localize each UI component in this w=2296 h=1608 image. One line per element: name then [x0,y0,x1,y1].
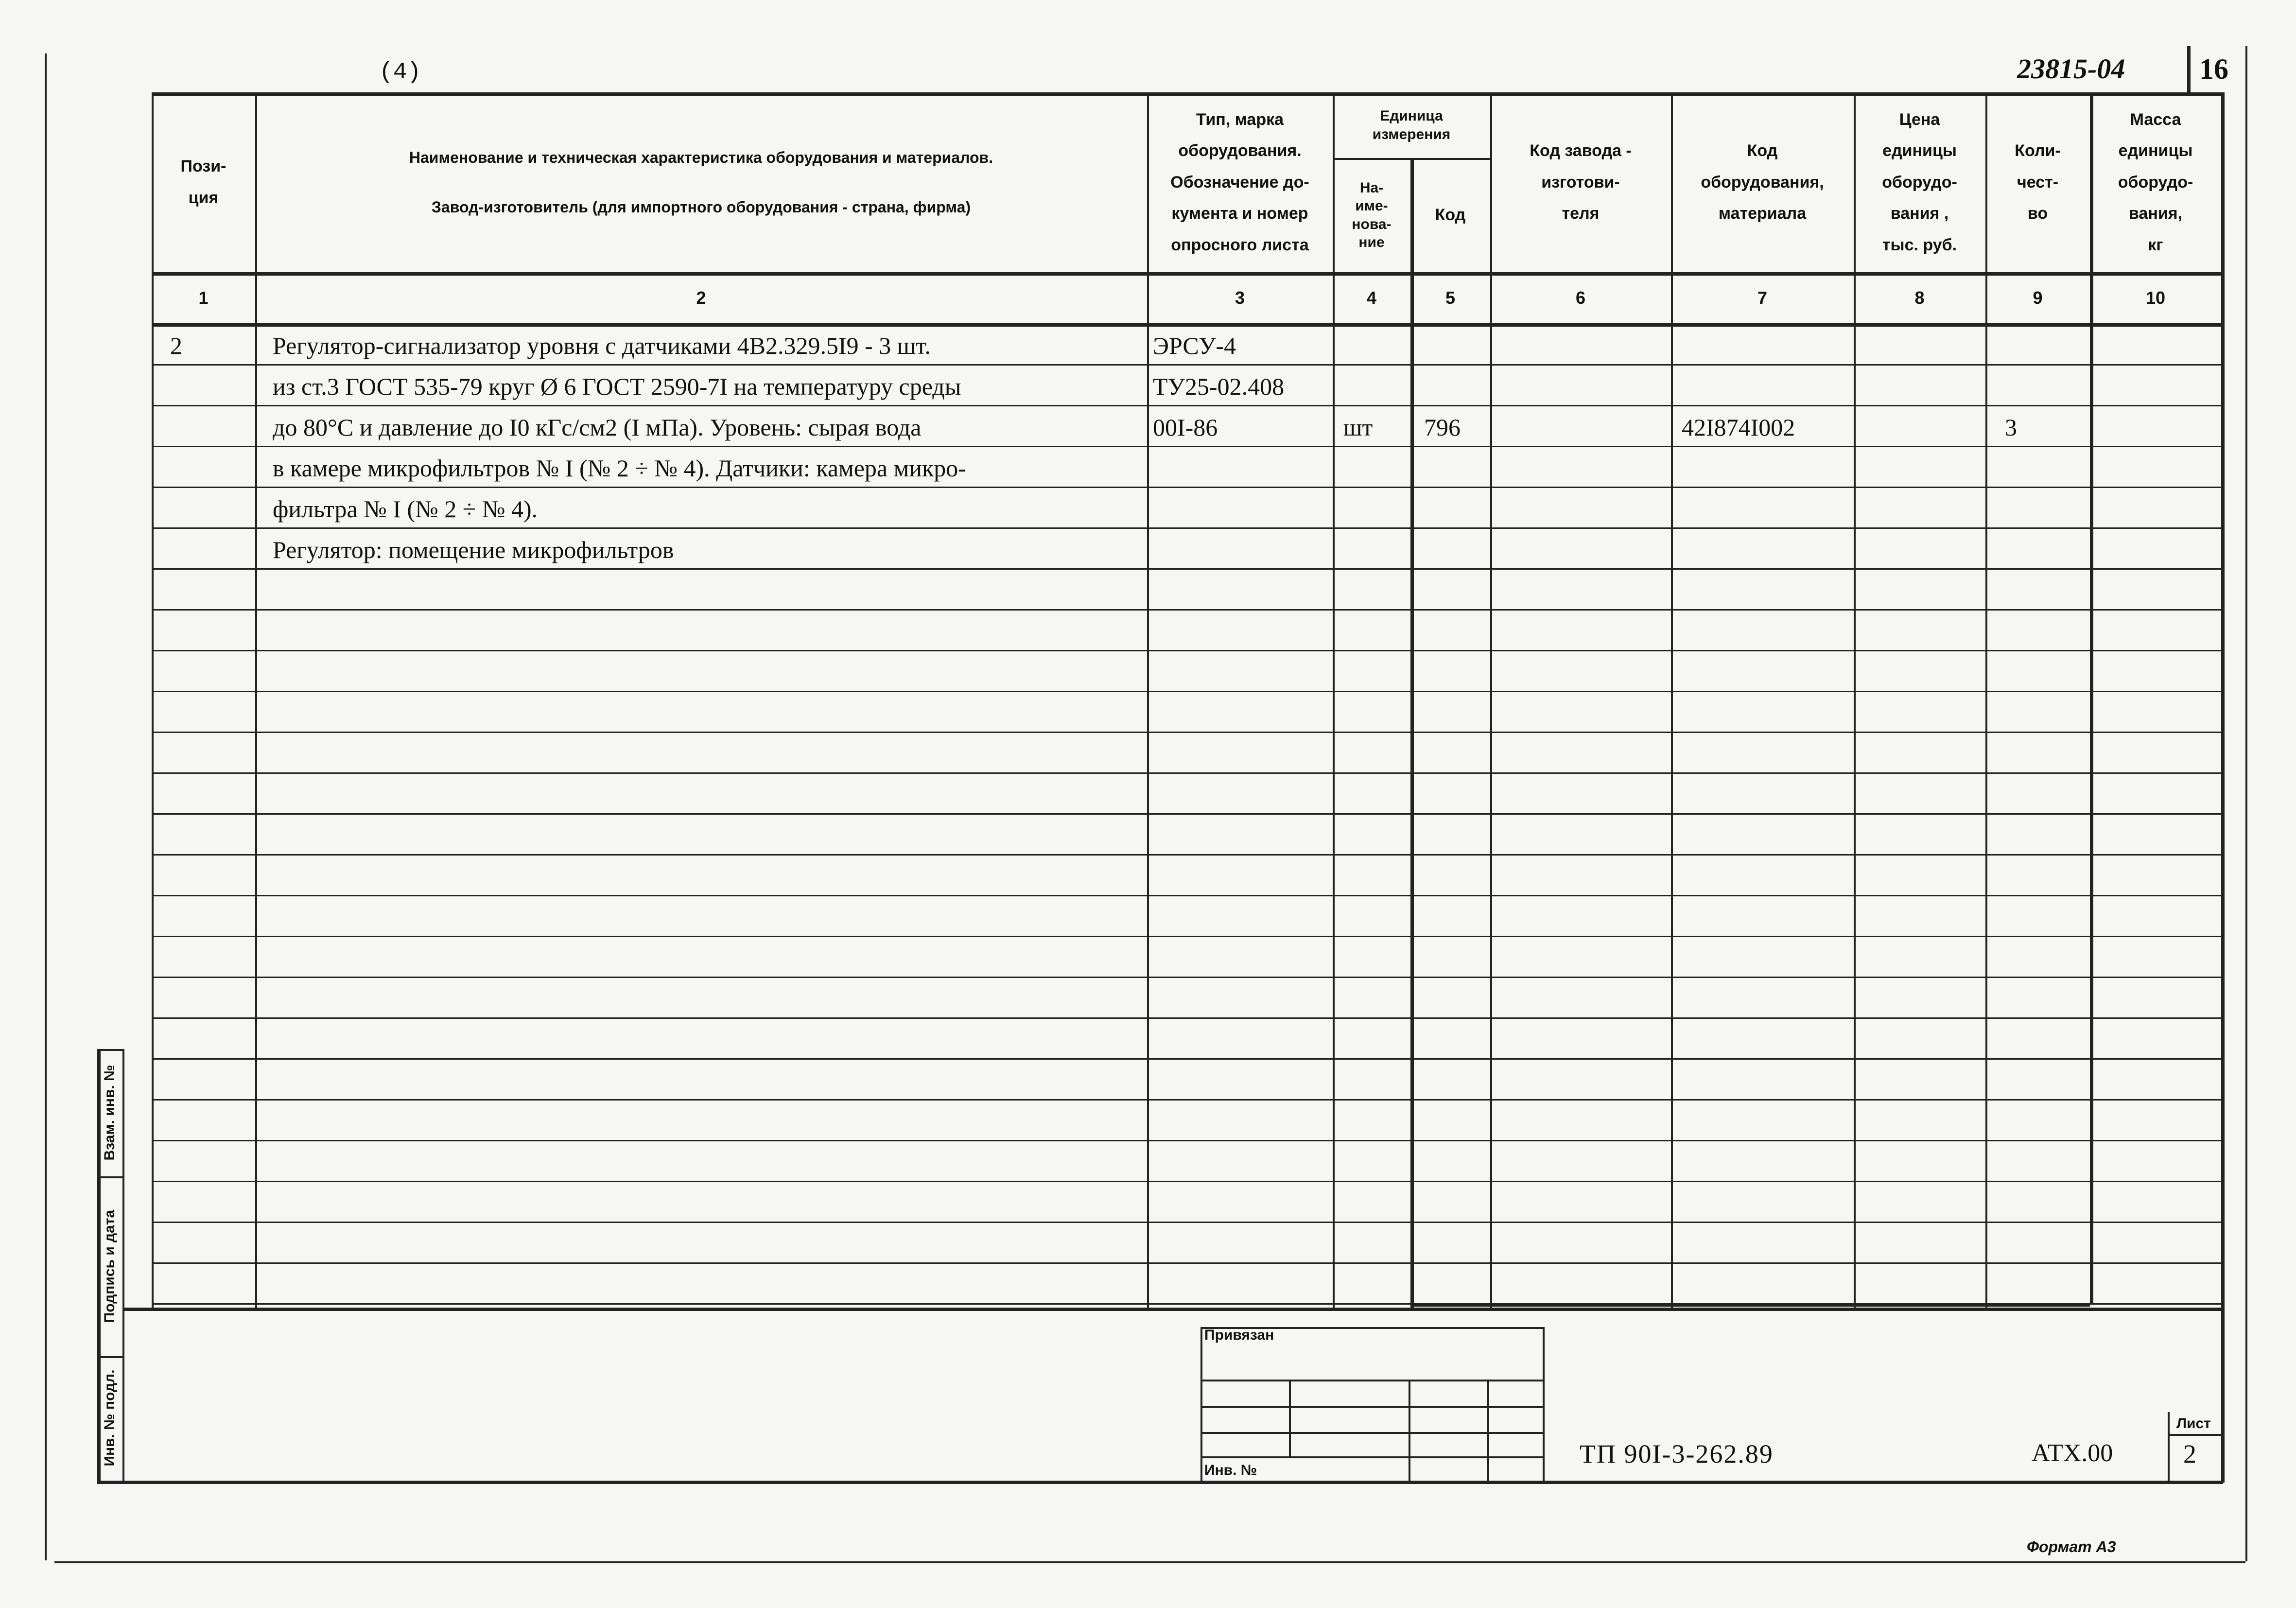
cell-unit [1343,529,1410,570]
side-stamp-inv-orig: Инв. № подл. [102,1369,118,1467]
column-number-8: 8 [1914,287,1925,308]
row-line-16 [152,977,2221,978]
cell-name: в камере микрофильтров № I (№ 2 ÷ № 4). Датчики: камера микро- [273,454,966,482]
row-line-7 [152,609,2221,611]
header-col-10: Масса единицы оборудо- вания, кг [2118,110,2193,254]
column-number-10: 10 [2145,287,2166,308]
row-line-9 [152,691,2221,692]
cell-factory [1500,448,1671,489]
header-col-8: Цена единицы оборудо- вания , тыс. руб. [1882,110,1957,254]
cell-price [1863,407,1985,448]
cell-price [1863,529,1985,570]
stamp-vdiv-1 [1289,1380,1291,1456]
cell-qty [2005,325,2090,366]
cell-name: Регулятор-сигнализатор уровня с датчиками 4В2.329.5I9 - 3 шт. [273,332,931,359]
side-stamp-signature-date: Подпись и дата [102,1209,118,1323]
header-col-5: Код [1435,206,1466,225]
stamp-right [1543,1327,1545,1481]
row-line-20 [152,1140,2221,1141]
stamp-line-2 [1200,1406,1543,1408]
column-number-1: 1 [198,287,209,308]
cell-code [1424,489,1490,529]
privyazan-label: Привязан [1204,1327,1274,1343]
doc-number: 23815-04 [2017,53,2125,85]
row-line-21 [152,1181,2221,1182]
cell-mass [2100,366,2221,407]
margin-line-bottom [54,1561,2245,1563]
body-bottom-segment [1410,1303,2090,1307]
inv-number-label: Инв. № [1204,1462,1257,1478]
sheet-marker: (4) [379,59,421,86]
cell-qty [2005,366,2090,407]
row-line-8 [152,650,2221,651]
header-col-7: Код оборудования, материала [1701,141,1824,223]
stamp-line-4 [1200,1456,1543,1458]
side-stamp-replace-inv: Взам. инв. № [102,1065,118,1161]
stamp-vdiv-2 [1409,1380,1410,1481]
column-number-7: 7 [1757,287,1768,308]
stamp-vdiv-3 [1487,1380,1489,1481]
cell-code [1424,325,1490,366]
cell-equip-code [1682,529,1854,570]
cell-qty: 3 [2005,414,2017,441]
cell-factory [1500,366,1671,407]
cell-pos [170,448,255,489]
sheet-label: Лист [2176,1416,2211,1432]
cell-pos: 2 [170,332,182,359]
cell-price [1863,366,1985,407]
cell-equip-code [1682,366,1854,407]
row-line-15 [152,936,2221,937]
cell-price [1863,325,1985,366]
header-col-2: Наименование и техническая характеристика оборудования и материалов. Завод-изготовитель (для импортного оборудования - страна, фирма) [409,148,993,216]
column-number-4: 4 [1366,287,1377,308]
page-number-divider [2187,46,2191,92]
stamp-line-1 [1200,1380,1543,1381]
cell-code [1424,529,1490,570]
stamp-line-3 [1200,1432,1543,1434]
cell-mass [2100,325,2221,366]
row-line-22 [152,1222,2221,1223]
column-number-3: 3 [1235,287,1245,308]
row-line-11 [152,772,2221,774]
cell-type: ЭРСУ-4 [1153,332,1236,359]
row-line-10 [152,732,2221,733]
cell-name: Регулятор: помещение микрофильтров [273,536,674,563]
cell-name: фильтра № I (№ 2 ÷ № 4). [273,495,538,523]
cell-equip-code: 42I874I002 [1682,414,1795,441]
row-line-14 [152,895,2221,896]
cell-factory [1500,529,1671,570]
side-stamp-divider [122,1049,124,1482]
side-stamp-sep1 [97,1176,122,1178]
doc-mark: АТХ.00 [2032,1439,2113,1467]
format-label: Формат А3 [2027,1538,2116,1556]
column-number-2: 2 [696,287,706,308]
cell-equip-code [1682,489,1854,529]
sheet-box-divider [2168,1434,2221,1436]
cell-pos [170,407,255,448]
row-line-18 [152,1058,2221,1060]
header-col-4: На- име- нова- ние [1352,179,1392,250]
header-col-9: Коли- чест- во [2015,141,2061,223]
project-code: ТП 90I-3-262.89 [1580,1439,1774,1468]
cell-mass [2100,489,2221,529]
column-number-9: 9 [2033,287,2043,308]
side-stamp-border-left [97,1049,101,1482]
cell-unit: шт [1343,414,1373,441]
cell-equip-code [1682,325,1854,366]
cell-price [1863,489,1985,529]
column-number-6: 6 [1575,287,1586,308]
title-block-top [122,1308,2223,1311]
cell-type [1153,529,1333,570]
header-col-3: Тип, марка оборудования. Обозначение до- кумента и номер опросного листа [1170,110,1309,254]
cell-type [1153,489,1333,529]
cell-price [1863,448,1985,489]
sheet-box-left [2168,1412,2170,1481]
cell-name: из ст.3 ГОСТ 535-79 круг Ø 6 ГОСТ 2590-7I на температуру среды [273,373,961,400]
title-block-right [2221,92,2225,1483]
cell-code [1424,448,1490,489]
cell-qty [2005,448,2090,489]
margin-line-left [45,53,47,1560]
margin-line-right [2245,46,2247,1561]
row-line-19 [152,1099,2221,1101]
cell-code [1424,366,1490,407]
title-block-bottom [97,1481,2223,1484]
row-line-17 [152,1017,2221,1019]
sheet-value: 2 [2183,1439,2196,1468]
cell-name: до 80°С и давление до I0 кГс/см2 (I мПа). Уровень: сырая вода [273,414,922,441]
cell-type: 00I-86 [1153,414,1218,441]
cell-unit [1343,325,1410,366]
row-line-23 [152,1262,2221,1264]
cell-mass [2100,529,2221,570]
header-col-6: Код завода - изготови- теля [1530,141,1632,223]
cell-qty [2005,529,2090,570]
header-col-4-5: Единица измерения [1372,108,1451,142]
cell-factory [1500,489,1671,529]
cell-type: ТУ25-02.408 [1153,373,1285,400]
cell-mass [2100,448,2221,489]
page-number: 16 [2199,53,2228,85]
cell-pos [170,489,255,529]
row-line-12 [152,813,2221,815]
column-number-5: 5 [1445,287,1456,308]
cell-pos [170,529,255,570]
cell-mass [2100,407,2221,448]
cell-equip-code [1682,448,1854,489]
cell-unit [1343,366,1410,407]
cell-unit [1343,489,1410,529]
row-line-13 [152,854,2221,856]
cell-type [1153,448,1333,489]
cell-unit [1343,448,1410,489]
header-col-1: Пози- ция [180,157,226,207]
cell-pos [170,366,255,407]
cell-factory [1500,325,1671,366]
cell-qty [2005,489,2090,529]
cell-factory [1500,407,1671,448]
cell-code: 796 [1424,414,1461,441]
